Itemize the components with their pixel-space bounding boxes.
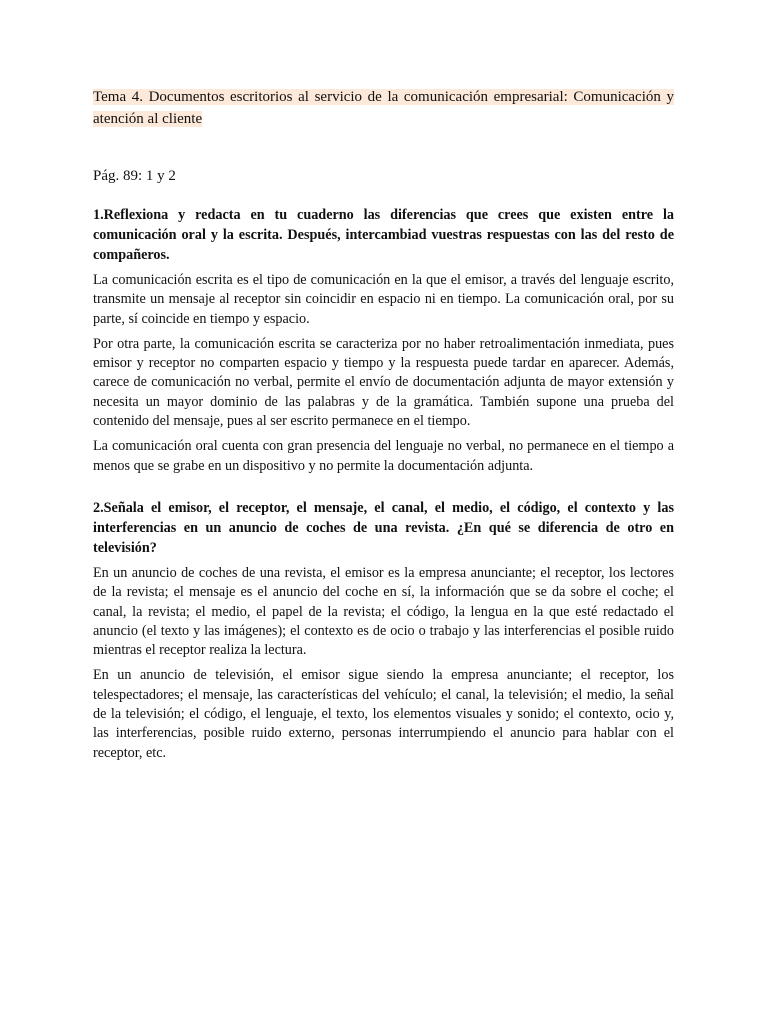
question-1-heading: 1.Reflexiona y redacta en tu cuaderno las diferencias que crees que existen entre la comunicación oral y la escrita. Después, intercambiad vuestras respuestas con las del resto de compañeros. — [93, 207, 674, 263]
answer-1-paragraph-2: Por otra parte, la comunicación escrita se caracteriza por no haber retroalimentación inmediata, pues emisor y receptor no comparten espacio y tiempo y la respuesta puede tardar en aparecer. Además, carece de comunicación no verbal, permite el envío de documentación adjunta de mayor extensión y necesita un mayor dominio de las palabras y de la gramática. También supone una prueba del contenido del mensaje, pues al ser escrito permanece en el tiempo. — [93, 335, 674, 430]
answer-1-paragraph-1: La comunicación escrita es el tipo de comunicación en la que el emisor, a través del lenguaje escrito, transmite un mensaje al receptor sin coincidir en espacio ni en tiempo. La comunicación oral, por su parte, sí coincide en tiempo y espacio. — [93, 272, 674, 327]
page-reference: Pág. 89: 1 y 2 — [93, 168, 176, 184]
document-page — [93, 87, 674, 763]
answer-1-paragraph-3: La comunicación oral cuenta con gran presencia del lenguaje no verbal, no permanece en el tiempo a menos que se grabe en un dispositivo y no permite la documentación adjunta. — [93, 438, 674, 474]
title-highlight: Tema 4. Documentos escritorios al servicio de la comunicación empresarial: Comunicación y atención al cliente — [93, 89, 674, 127]
question-2-heading: 2.Señala el emisor, el receptor, el mensaje, el canal, el medio, el código, el contexto y las interferencias en un anuncio de coches de una revista. ¿En qué se diferencia de otro en televisión? — [93, 499, 674, 556]
document-title — [93, 87, 674, 130]
answer-2-paragraph-2: En un anuncio de televisión, el emisor sigue siendo la empresa anunciante; el receptor, los telespectadores; el mensaje, las características del vehículo; el canal, la televisión; el medio, la señal de la televisión; el código, el lenguaje, el texto, los elementos visuales y sonido; el contexto, ocio y, las interferencias, posible ruido externo, personas interrumpiendo el anuncio para hablar con el receptor, etc. — [93, 667, 674, 761]
answer-2-paragraph-1: En un anuncio de coches de una revista, el emisor es la empresa anunciante; el receptor, los lectores de la revista; el mensaje es el anuncio del coche en sí, la información que se da sobre el coche; el canal, la revista; el medio, el papel de la revista; el código, la lengua en la que esté redactado el anuncio (el texto y las imágenes); el contexto es de ocio o trabajo y las interferencias el posible ruido mientras el receptor realiza la lectura. — [93, 564, 674, 659]
